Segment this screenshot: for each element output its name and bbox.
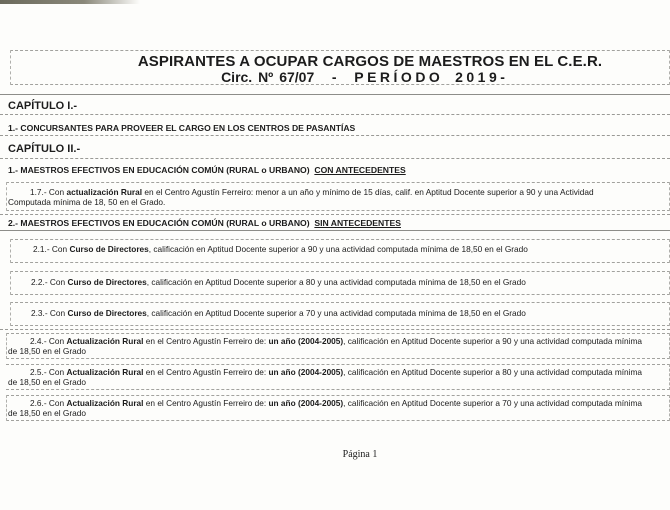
item-text: de 18,50 en el Grado	[8, 377, 86, 387]
circular-period-line	[11, 69, 669, 85]
item-text: Con	[49, 277, 66, 287]
section-qualifier: CON ANTECEDENTES	[314, 165, 406, 175]
item-bold-text: un año (2004-2005)	[268, 367, 344, 377]
item-text: Con	[48, 367, 65, 377]
item-text: en el Centro Agustín Ferreiro de:	[145, 336, 267, 346]
chapter-2-heading: CAPÍTULO II.-	[8, 143, 81, 155]
item-text: en el Centro Agustín Ferreiro: menor a un año y mínimo de 15 días, calif. en Aptitud Docente superior a 90 y una Actividad	[144, 187, 594, 197]
divider	[0, 94, 670, 95]
item-text: , calificación en Aptitud Docente superior a 70 y una actividad computada mínima de 18,50 en el Grado	[146, 308, 526, 318]
period-label: PERÍODO	[354, 69, 444, 85]
divider	[0, 230, 670, 231]
item-2-3	[31, 308, 526, 318]
item-bold-text: Actualización Rural	[66, 367, 144, 377]
item-number: 2.1.-	[33, 244, 50, 254]
section-title: MAESTROS EFECTIVOS EN EDUCACIÓN COMÚN (RURAL o URBANO)	[20, 218, 310, 228]
item-2-2	[31, 277, 526, 287]
item-text: Con	[48, 187, 65, 197]
item-bold-text: Curso de Directores	[67, 308, 147, 318]
item-bold-text: un año (2004-2005)	[268, 398, 344, 408]
item-text: , calificación en Aptitud Docente superior a 90 y una actividad computada mínima de 18,50 en el Grado	[148, 244, 528, 254]
item-bold-text: actualización Rural	[66, 187, 143, 197]
item-text: de 18,50 en el Grado	[8, 346, 86, 356]
item-text: Con	[51, 244, 68, 254]
section-number: 1.-	[8, 165, 19, 175]
item-1-7	[8, 187, 668, 207]
section-number: 2.-	[8, 218, 19, 228]
page-number: Página 1	[342, 449, 378, 460]
item-text: , calificación en Aptitud Docente superior a 80 y una actividad computada mínima	[343, 367, 643, 377]
document-title: ASPIRANTES A OCUPAR CARGOS DE MAESTROS EN EL C.E.R.	[137, 53, 603, 70]
item-number: 2.2.-	[31, 277, 48, 287]
item-text: Con	[49, 308, 66, 318]
section-title: MAESTROS EFECTIVOS EN EDUCACIÓN COMÚN (RURAL o URBANO)	[20, 165, 310, 175]
item-text: de 18,50 en el Grado	[8, 408, 86, 418]
divider	[0, 158, 670, 159]
item-number: 1.7.-	[30, 187, 47, 197]
item-2-1	[33, 244, 528, 254]
item-text: en el Centro Agustín Ferreiro de:	[145, 398, 267, 408]
item-bold-text: Curso de Directores	[69, 244, 149, 254]
item-number: 2.5.-	[30, 367, 47, 377]
item-text: en el Centro Agustín Ferreiro de:	[145, 367, 267, 377]
item-number: 2.4.-	[30, 336, 47, 346]
item-2-5	[8, 367, 668, 387]
trailing-dash: -	[500, 69, 505, 85]
divider	[0, 114, 670, 115]
item-2-4	[8, 336, 668, 356]
divider	[0, 214, 670, 215]
item-bold-text: Curso de Directores	[67, 277, 147, 287]
item-bold-text: Actualización Rural	[66, 398, 144, 408]
section-title: CONCURSANTES PARA PROVEER EL CARGO EN LOS CENTROS DE PASANTÍAS	[20, 123, 356, 133]
item-text: Computada mínima de 18, 50 en el Grado.	[8, 197, 166, 207]
item-text: , calificación en Aptitud Docente superior a 80 y una actividad computada mínima de 18,50 en el Grado	[146, 277, 526, 287]
chapter-1-section-1	[8, 123, 355, 133]
document-title-box	[10, 50, 670, 85]
item-bold-text: un año (2004-2005)	[268, 336, 344, 346]
chapter-1-heading: CAPÍTULO I.-	[8, 100, 78, 112]
item-number: 2.6.-	[30, 398, 47, 408]
section-number: 1.-	[8, 123, 19, 133]
item-text: Con	[48, 398, 65, 408]
item-text: Con	[48, 336, 65, 346]
item-bold-text: Actualización Rural	[66, 336, 144, 346]
chapter-2-section-2	[8, 218, 401, 228]
item-text: , calificación en Aptitud Docente superior a 90 y una actividad computada mínima	[343, 336, 643, 346]
divider	[0, 135, 670, 136]
item-2-6	[8, 398, 668, 418]
scan-edge-shadow	[0, 0, 140, 4]
period-year: 2019	[455, 69, 501, 85]
item-number: 2.3.-	[31, 308, 48, 318]
item-text: , calificación en Aptitud Docente superior a 70 y una actividad computada mínima	[343, 398, 643, 408]
circular-number: Circ. Nº 67/07	[221, 69, 315, 85]
chapter-2-section-1	[8, 165, 406, 175]
divider	[0, 329, 670, 330]
separator: -	[331, 69, 337, 85]
section-qualifier: SIN ANTECEDENTES	[314, 218, 401, 228]
